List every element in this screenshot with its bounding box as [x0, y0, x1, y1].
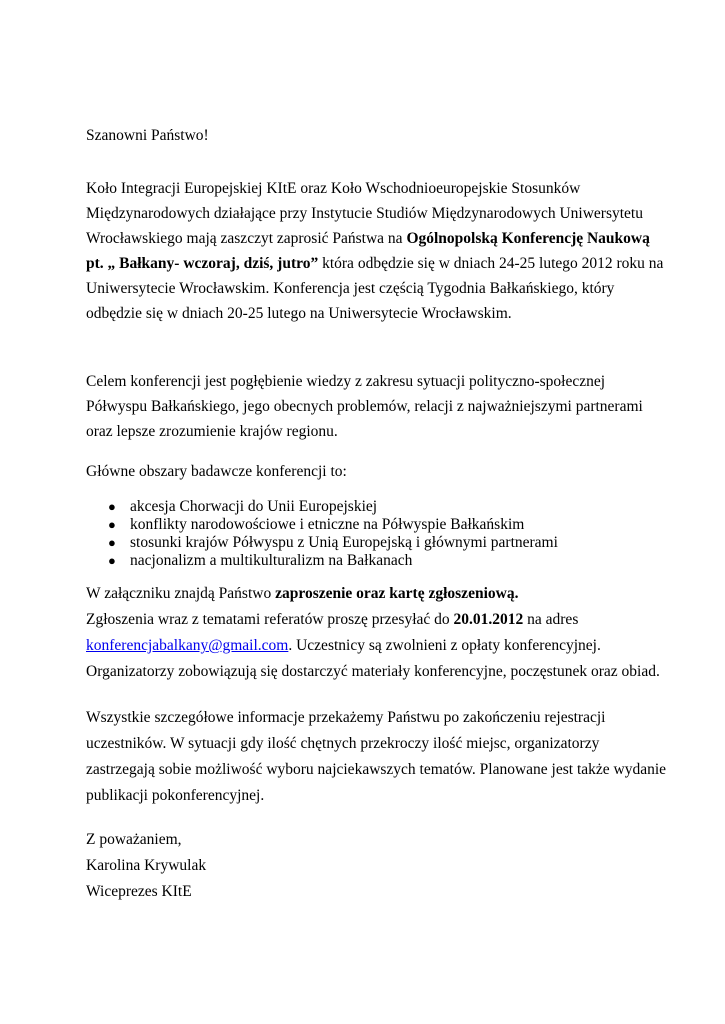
bullet-icon: ●	[108, 535, 116, 550]
conference-title: pt. „ Bałkany- wczoraj, dziś, jutro”	[86, 255, 319, 272]
para4-line3: zastrzegają sobie możliwość wyboru najciekawszych tematów. Planowane jest także wydanie	[86, 761, 667, 778]
para4-line1: Wszystkie szczegółowe informacje przekażemy Państwu po zakończeniu rejestracji	[86, 709, 606, 726]
bullet-icon: ●	[108, 499, 116, 514]
para1-line2: Międzynarodowych działające przy Instytucie Studiów Międzynarodowych Uniwersytetu	[86, 205, 643, 222]
areas-intro: Główne obszary badawcze konferencji to:	[86, 463, 347, 480]
para4-line2: uczestników. W sytuacji gdy ilość chętnych przekroczy ilość miejsc, organizatorzy	[86, 735, 600, 752]
para3-line2	[86, 610, 578, 630]
list-item-text: konflikty narodowościowe i etniczne na Półwyspie Bałkańskim	[130, 516, 525, 533]
para1-line3-text: Wrocławskiego mają zaszczyt zaprosić Państwa na	[86, 230, 407, 247]
para1-line1: Koło Integracji Europejskiej KItE oraz Koło Wschodnioeuropejskie Stosunków	[86, 180, 581, 197]
attachments-note: zaproszenie oraz kartę zgłoszeniową.	[275, 585, 519, 602]
closing-regards: Z poważaniem,	[86, 831, 182, 848]
para3-line4: Organizatorzy zobowiązują się dostarczyć materiały konferencyjne, poczęstunek oraz obiad.	[86, 663, 660, 680]
para2-line1: Celem konferencji jest pogłębienie wiedzy z zakresu sytuacji polityczno-społecznej	[86, 373, 606, 390]
para1-line4-text: która odbędzie się w dniach 24-25 lutego 2012 roku na	[318, 255, 664, 272]
deadline-date: 20.01.2012	[453, 611, 524, 628]
para4-line4: publikacji pokonferencyjnej.	[86, 787, 265, 804]
list-item-text: akcesja Chorwacji do Unii Europejskiej	[130, 498, 378, 515]
para3-line3-text: . Uczestnicy są zwolnieni z opłaty konferencyjnej.	[288, 637, 601, 654]
para1-line6: odbędzie się w dniach 20-25 lutego na Uniwersytecie Wrocławskim.	[86, 305, 512, 322]
conference-name: Ogólnopolską Konferencję Naukową	[406, 230, 650, 247]
para2-line2: Półwyspu Bałkańskiego, jego obecnych problemów, relacji z najważniejszymi partnerami	[86, 398, 643, 415]
para1-line4	[86, 254, 663, 274]
para1-line3	[86, 229, 650, 249]
email-link[interactable]: konferencjabalkany@gmail.com	[86, 637, 289, 654]
para3-line2-tail: na adres	[523, 611, 579, 628]
signature-name: Karolina Krywulak	[86, 857, 207, 874]
para3-line3	[86, 636, 601, 656]
para2-line3: oraz lepsze zrozumienie krajów regionu.	[86, 423, 338, 440]
list-item-text: stosunki krajów Półwyspu z Unią Europejską i głównymi partnerami	[130, 534, 558, 551]
signature-title: Wiceprezes KItE	[86, 883, 192, 900]
list-item-text: nacjonalizm a multikulturalizm na Bałkanach	[130, 552, 413, 569]
greeting: Szanowni Państwo!	[86, 127, 209, 144]
para3-line2-text: Zgłoszenia wraz z tematami referatów proszę przesyłać do	[86, 611, 454, 628]
para3-line1	[86, 584, 518, 604]
para3-line1-text: W załączniku znajdą Państwo	[86, 585, 276, 602]
bullet-icon: ●	[108, 517, 116, 532]
para1-line5: Uniwersytecie Wrocławskim. Konferencja jest częścią Tygodnia Bałkańskiego, który	[86, 280, 615, 297]
bullet-icon: ●	[108, 553, 116, 568]
